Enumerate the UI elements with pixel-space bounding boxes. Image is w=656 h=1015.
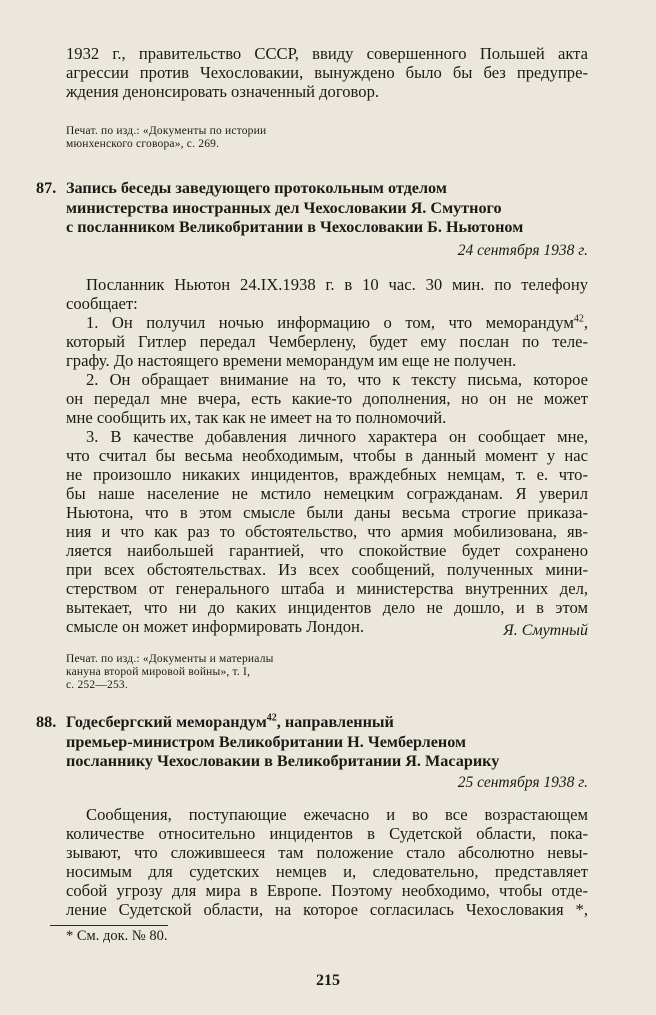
source-citation: Печат. по изд.: «Документы и материалы кануна второй мировой войны», т. I, с. 252—253. <box>66 653 274 691</box>
footnote-mark: *, <box>563 900 588 919</box>
document-number: 87. <box>36 179 57 197</box>
doc87-paragraph-1: Посланник Ньютон 24.IX.1938 г. в 10 час. 30 мин. по телефону сообщает: <box>66 275 588 313</box>
document-87-date: 24 сентября 1938 г. <box>457 242 588 259</box>
intro-paragraph <box>66 44 588 101</box>
doc87-paragraph-3: 2. Он обращает внимание на то, что к тексту письма, которое он передал мне вчера, есть какие-то дополнения, но он не может мне сообщить их, так как не имеет на то полномочий. <box>66 370 588 427</box>
text-line: 1932 г., правительство СССР, ввиду совершенного Польшей акта <box>66 44 588 63</box>
footnote-ref: 42 <box>266 712 277 724</box>
footnote: * См. док. № 80. <box>66 928 168 944</box>
page-number: 215 <box>316 972 340 989</box>
document-88-title: 88. Годесбергский меморандум$^{42}$, направленный премьер-министром Великобритании Н. Чемберленом посланнику Чехословакии в Великобритании Я. Масарику <box>36 712 500 770</box>
doc87-paragraph-2: 1. Он получил ночью информацию о том, что меморандум$^{42}$, который Гитлер передал Чемберлену, будет ему послан по теле- графу. До настоящего времени меморандум им еще не получен. <box>66 313 588 370</box>
source-citation: Печат. по изд.: «Документы по истории мюнхенского сговора», с. 269. <box>66 125 267 150</box>
doc87-paragraph-4: 3. В качестве добавления личного характера он сообщает мне, что считал бы весьма необходимым, чтобы в данный момент у нас не произошло никаких инцидентов, враждебных немцам, т. е. что- бы наше население не мстило немецким согражданам. Я уверил Ньютона, что в этом смысле были даны весьма строгие приказа- ния и что как раз то обстоятельство, что армия мобилизована, яв- ляется наибольшей гарантией, что спокойствие будет сохранено при всех обстоятельствах. Из всех сообщений, полученных мини- стерством от генерального штаба и министерства внутренних дел, вытекает, что ни до каких инцидентов дело не дошло, и в этом смысле он может информировать Лондон. <box>66 427 588 636</box>
footnote-ref: 42 <box>573 313 584 325</box>
text-line: агрессии против Чехословакии, вынуждено было бы без предупре- <box>66 63 588 82</box>
document-88-date: 25 сентября 1938 г. <box>457 774 588 791</box>
document-87-title: 87. Запись беседы заведующего протокольным отделом министерства иностранных дел Чехословакии Я. Смутного с посланником Великобритании в Чехословакии Б. Ньютоном <box>36 179 524 236</box>
footnote-divider <box>50 925 168 926</box>
text-line: ждения денонсировать означенный договор. <box>66 82 380 101</box>
doc88-paragraph-1: Сообщения, поступающие ежечасно и во все возрастающем количестве относительно инцидентов в Судетской области, пока- зывают, что сложившееся там положение стало абсолютно невы- носимым для судетских немцев и, следовательно, представляет собой угрозу для мира в Европе. Поэтому необходимо, чтобы отде- ление Судетской области, на которое согласилась Чехословакия *, <box>66 805 588 919</box>
document-number: 88. <box>36 713 57 731</box>
signature: Я. Смутный <box>503 622 588 639</box>
